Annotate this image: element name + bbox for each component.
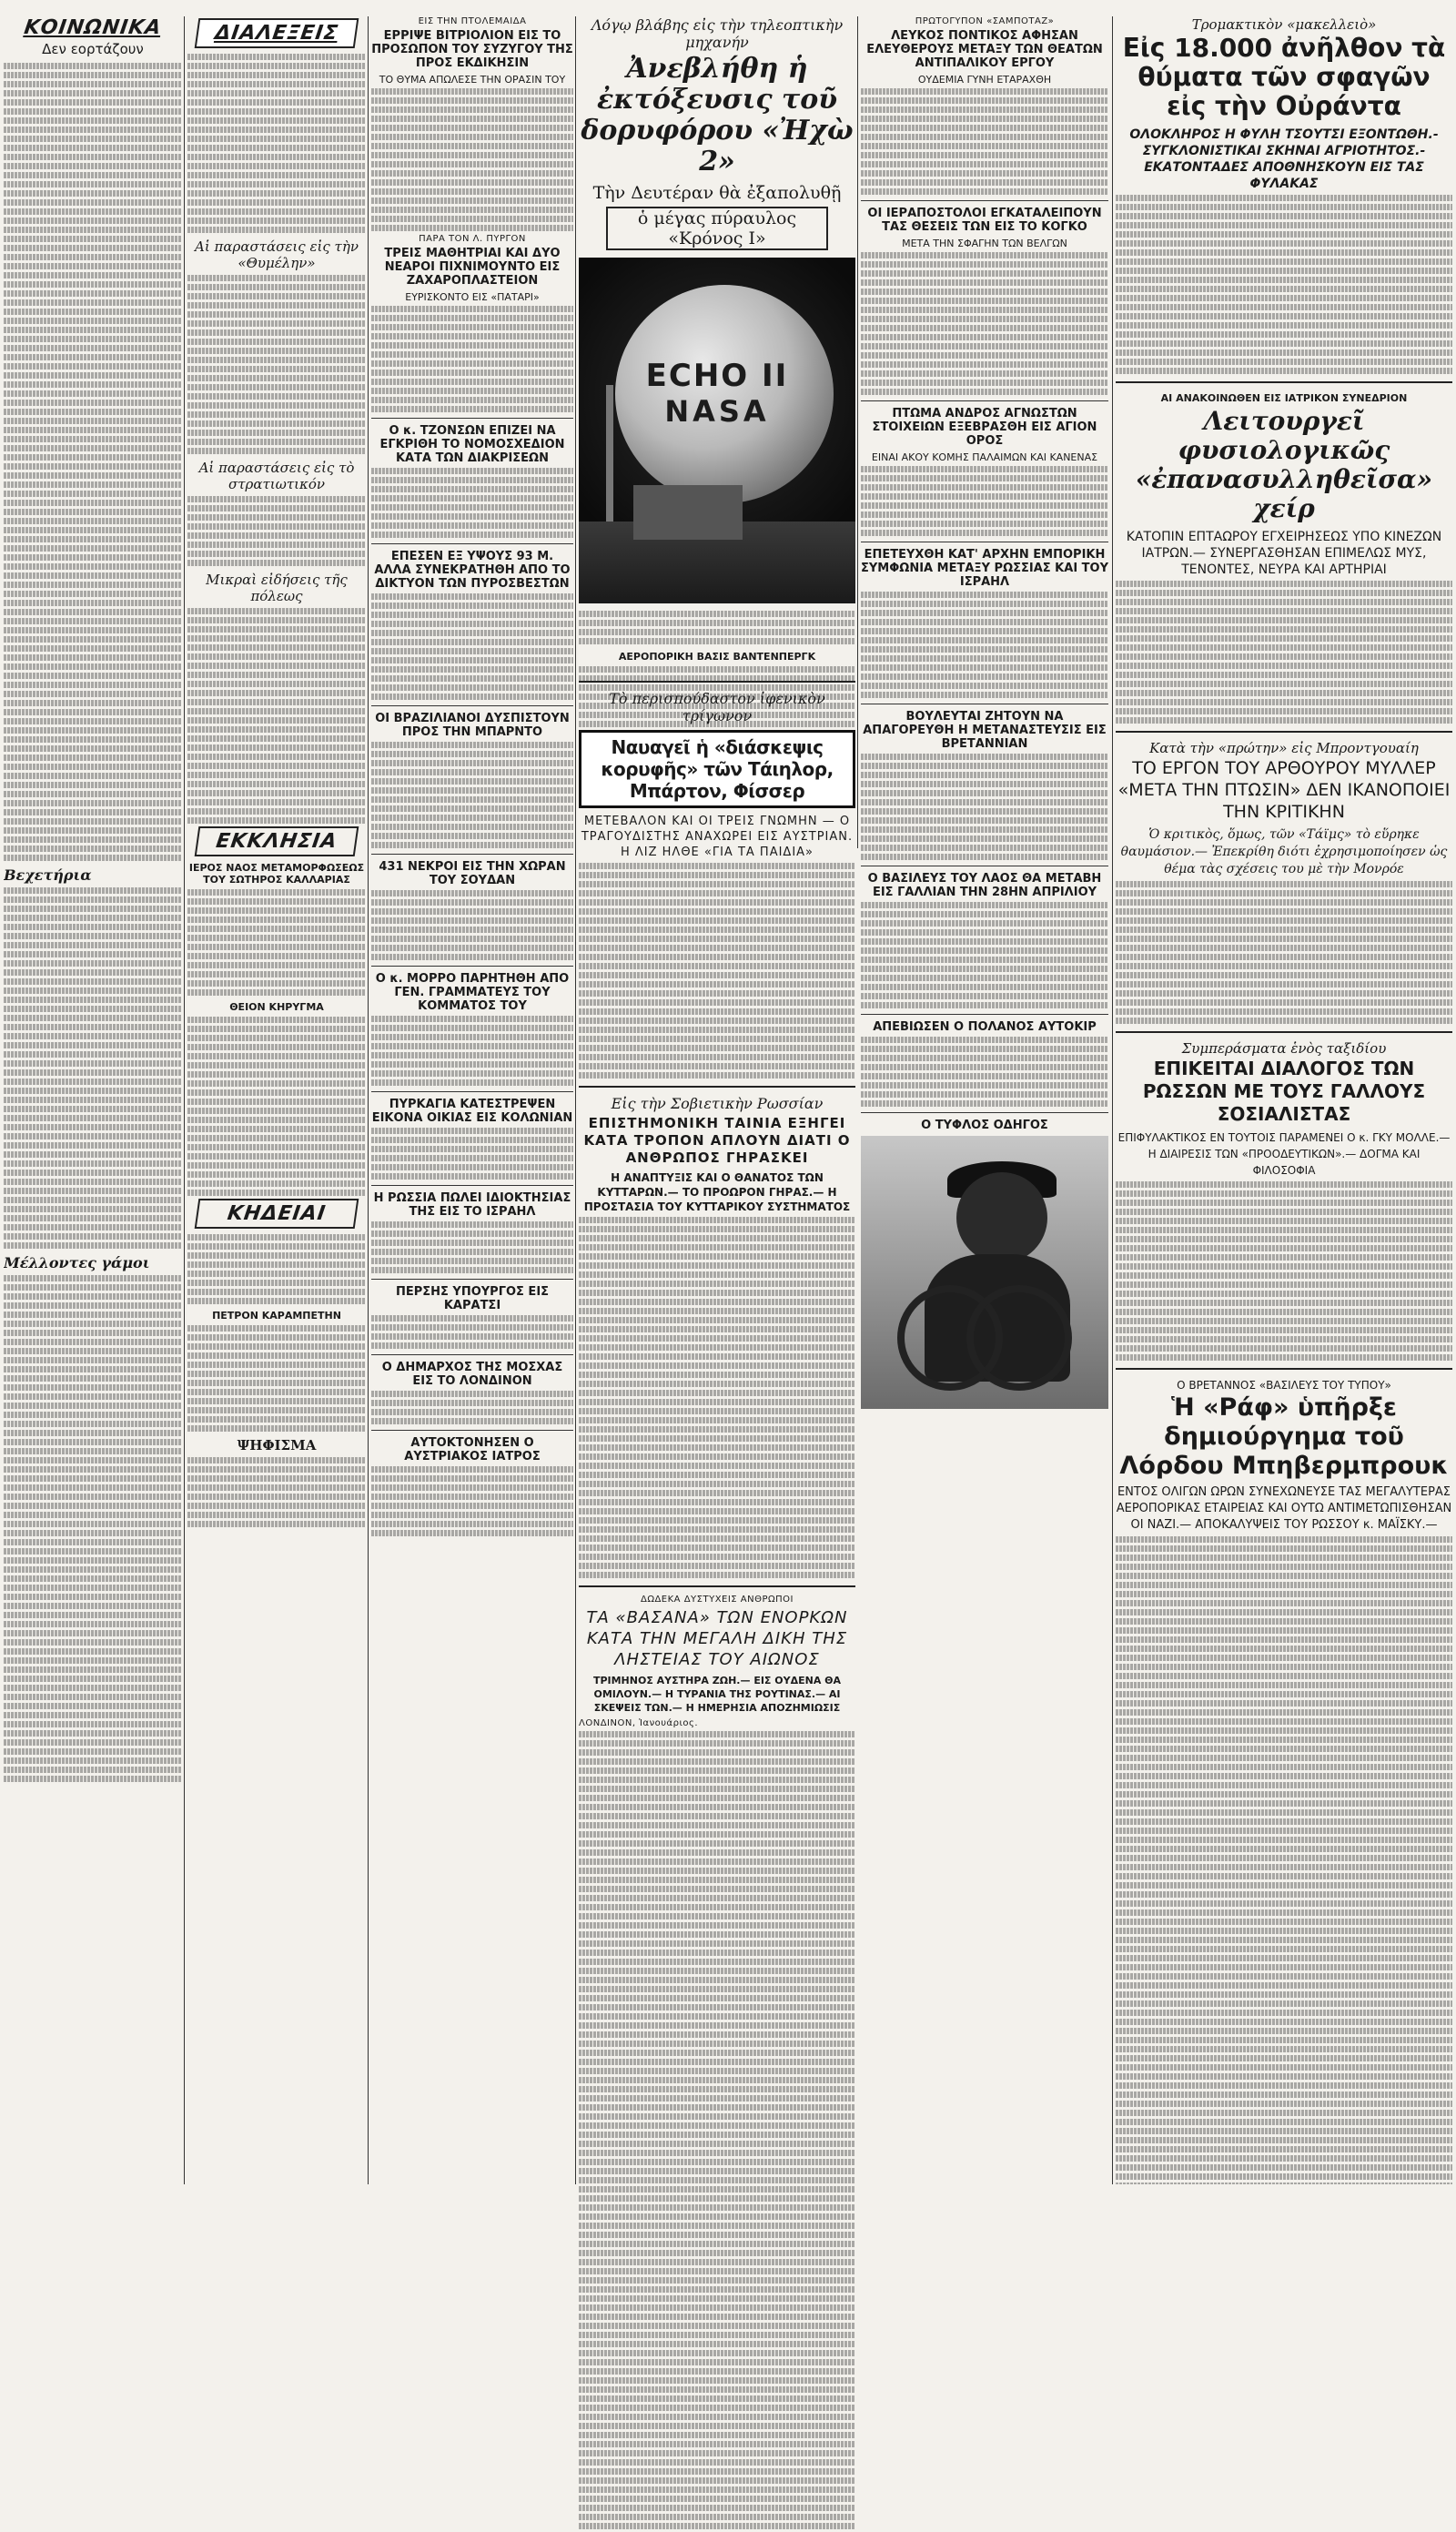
- divine-sermon-body: [187, 1017, 366, 1196]
- persian-minister-body: [371, 1315, 573, 1349]
- trade-headline: ΕΠΕΤΕΥΧΘΗ ΚΑΤ' ΑΡΧΗΝ ΕΜΠΟΡΙΚΗ ΣΥΜΦΩΝΙΑ ΜΕΤΑΞΥ ΡΩΣΣΙΑΣ ΚΑΙ ΤΟΥ ΙΣΡΑΗΛ: [861, 548, 1108, 589]
- medical-body: [1116, 581, 1452, 724]
- satellite-kicker: Λόγῳ βλάβης εἰς τὴν τηλεοπτικὴν μηχανήν: [591, 16, 844, 51]
- sudan-body: [371, 890, 573, 960]
- satellite-subhead-2: ὁ μέγας πύραυλος «Κρόνος Ι»: [606, 207, 828, 250]
- lectures-body: [187, 54, 366, 233]
- vitriol-kicker: ΕΙΣ ΤΗΝ ΠΤΟΛΕΜΑΪΔΑ: [418, 16, 527, 26]
- church-title: ΕΚΚΛΗΣΙΑ: [195, 826, 359, 856]
- trial-dateline: ΛΟΝΔΙΝΟΝ, Ἰανουάριος.: [579, 1718, 699, 1728]
- johnson-headline: Ο κ. ΤΖΟΝΣΩΝ ΕΠΙΖΕΙ ΝΑ ΕΓΚΡΙΘΗ ΤΟ ΝΟΜΟΣΧΕΔΙΟΝ ΚΑΤΑ ΤΩΝ ΔΙΑΚΡΙΣΕΩΝ: [379, 424, 565, 465]
- soviet-subhead: Η ΑΝΑΠΤΥΞΙΣ ΚΑΙ Ο ΘΑΝΑΤΟΣ ΤΩΝ ΚΥΤΤΑΡΩΝ.— ΤΟ ΠΡΟΩΡΟΝ ΓΗΡΑΣ.— Η ΠΡΟΣΤΑΣΙΑ ΤΟΥ ΚΥΤΤΑΡΙΚΟΥ ΣΥΣΤΗΜΑΤΟΣ: [583, 1171, 851, 1213]
- moscow-mayor-body: [371, 1391, 573, 1424]
- medical-kicker: ΑΙ ΑΝΑΚΟΙΝΩΘΕΝ ΕΙΣ ΙΑΤΡΙΚΟΝ ΣΥΝΕΔΡΙΟΝ: [1160, 392, 1408, 404]
- autokir-headline: ΑΠΕΒΙΩΣΕΝ Ο ΠΟΛΑΝΟΣ ΑΥΤΟΚΙΡ: [873, 1020, 1097, 1034]
- mice-headline: ΛΕΥΚΟΣ ΠΟΝΤΙΚΟΣ ΑΦΗΣΑΝ ΕΛΕΥΘΕΡΟΥΣ ΜΕΤΑΞΥ ΤΩΝ ΘΕΑΤΩΝ ΑΝΤΙΠΑΛΙΚΟΥ ΕΡΓΟΥ: [866, 29, 1103, 70]
- students-subhead: ΕΥΡΙΣΚΟΝΤΟ ΕΙΣ «ΠΑΤΑΡΙ»: [405, 291, 540, 303]
- lectures-column: [187, 16, 366, 2184]
- blind-driver-photo: [861, 1136, 1108, 1409]
- brazil-headline: ΟΙ ΒΡΑΖΙΛΙΑΝΟΙ ΔΥΣΠΙΣΤΟΥΝ ΠΡΟΣ ΤΗΝ ΜΠΑΡΝΤΟ: [375, 712, 570, 739]
- vitriol-subhead: ΤΟ ΘΥΜΑ ΑΠΩΛΕΣΕ ΤΗΝ ΟΡΑΣΙΝ ΤΟΥ: [379, 74, 566, 86]
- mice-body: [861, 88, 1108, 195]
- votes-title: ΨΗΦΙΣΜΑ: [237, 1437, 317, 1453]
- rwanda-headline: Εἰς 18.000 ἀνῆλθον τὰ θύματα τῶν σφαγῶν εἰς τὴν Οὐράντα: [1122, 33, 1446, 121]
- right-column: [1116, 16, 1452, 2184]
- social-title: ΚΟΙΝΩΝΙΚΑ: [22, 16, 164, 39]
- trip-body: [1116, 1181, 1452, 1361]
- vitriol-headline: ΕΡΡΙΨΕ ΒΙΤΡΙΟΛΙΟΝ ΕΙΣ ΤΟ ΠΡΟΣΩΠΟΝ ΤΟΥ ΣΥΖΥΓΟΥ ΤΗΣ ΠΡΟΣ ΕΚΔΙΚΗΣΙΝ: [371, 29, 573, 70]
- satellite-photo: [579, 258, 855, 603]
- missionaries-subhead: ΜΕΤΑ ΤΗΝ ΣΦΑΓΗΝ ΤΩΝ ΒΕΛΓΩΝ: [902, 238, 1067, 249]
- satellite-subhead: Τὴν Δευτέραν θὰ ἐξαπολυθῇ: [592, 183, 842, 203]
- medical-headline: Λειτουργεῖ φυσιολογικῶς «ἐπανασυλληθεῖσα» χείρ: [1135, 406, 1433, 523]
- fall-body: [371, 593, 573, 700]
- students-kicker: ΠΑΡΑ ΤΟΝ Λ. ΠΥΡΓΟΝ: [419, 234, 526, 244]
- funeral-name-body: [187, 1325, 366, 1432]
- medical-subhead: ΚΑΤΟΠΙΝ ΕΠΤΑΩΡΟΥ ΕΓΧΕΙΡΗΣΕΩΣ ΥΠΟ ΚΙΝΕΖΩΝ ΙΑΤΡΩΝ.— ΣΥΝΕΡΓΑΣΘΗΣΑΝ ΕΠΙΜΕΛΩΣ ΜΥΣ, ΤΕΝΟΝΤΕΣ, ΝΕΥΡΑ ΚΑΙ ΑΡΤΗΡΙΑΙ: [1126, 530, 1442, 577]
- social-column: [4, 16, 182, 2184]
- blind-driver-headline: Ο ΤΥΦΛΟΣ ΟΔΗΓΟΣ: [921, 1119, 1048, 1132]
- moro-body: [371, 1016, 573, 1086]
- rwanda-body: [1116, 195, 1452, 374]
- fire-body: [371, 1128, 573, 1180]
- sudan-headline: 431 ΝΕΚΡΟΙ ΕΙΣ ΤΗΝ ΧΩΡΑΝ ΤΟΥ ΣΟΥΔΑΝ: [379, 860, 566, 887]
- dozen-kicker: ΔΩΔΕΚΑ ΔΥΣΤΥΧΕΙΣ ΑΝΘΡΩΠΟΙ: [640, 1595, 794, 1605]
- russia-israel-body: [371, 1221, 573, 1273]
- social-body: [4, 63, 182, 861]
- performances-body: [187, 275, 366, 454]
- soviet-kicker: Εἰς τὴν Σοβιετικὴν Ρωσσίαν: [611, 1095, 824, 1112]
- rwanda-subhead: ΟΛΟΚΛΗΡΟΣ Η ΦΥΛΗ ΤΣΟΥΤΣΙ ΕΞΟΝΤΩΘΗ.- ΣΥΓΚΛΟΝΙΣΤΙΚΑΙ ΣΚΗΝΑΙ ΑΓΡΙΟΤΗΤΟΣ.- ΕΚΑΤΟΝΤΑΔΕΣ ΑΠΟΘΝΗΣΚΟΥΝ ΕΙΣ ΤΑΣ ΦΥΛΑΚΑΣ: [1129, 127, 1439, 191]
- photo-label-nasa: NASA: [664, 394, 770, 429]
- trial-subhead: ΤΡΙΜΗΝΟΣ ΑΥΣΤΗΡΑ ΖΩΗ.— ΕΙΣ ΟΥΔΕΝΑ ΘΑ ΟΜΙΛΟΥΝ.— Η ΤΥΡΑΝΙΑ ΤΗΣ ΡΟΥΤΙΝΑΣ.— ΑΙ ΣΚΕΨΕΙΣ ΤΩΝ.— Η ΗΜΕΡΗΣΙΑ ΑΠΟΖΗΜΙΩΣΙΣ: [592, 1675, 842, 1714]
- lectures-title: ΔΙΑΛΕΞΕΙΣ: [195, 18, 359, 48]
- trip-kicker: Συμπεράσματα ἑνὸς ταξιδίου: [1181, 1040, 1387, 1057]
- aero-base-headline: ΑΕΡΟΠΟΡΙΚΗ ΒΑΣΙΣ ΒΑΝΤΕΝΠΕΡΓΚ: [618, 651, 816, 663]
- marriage-body: [4, 1275, 182, 1782]
- doctor-headline: ΑΥΤΟΚΤΟΝΗΣΕΝ Ο ΑΥΣΤΡΙΑΚΟΣ ΙΑΤΡΟΣ: [404, 1436, 541, 1463]
- funeral-name: ΠΕΤΡΟΝ ΚΑΡΑΜΠΕΤΗΝ: [212, 1310, 341, 1322]
- military-title: Αἱ παραστάσεις εἰς τὸ στρατιωτικόν: [198, 460, 355, 492]
- bekh-section-title: Βεχετήρια: [4, 866, 92, 884]
- moro-headline: Ο κ. ΜΟΡΡΟ ΠΑΡΗΤΗΘΗ ΑΠΟ ΓΕΝ. ΓΡΑΜΜΑΤΕΥΣ ΤΟΥ ΚΟΜΜΑΤΟΣ ΤΟΥ: [375, 972, 570, 1013]
- students-body: [371, 306, 573, 412]
- press-subhead: ΕΝΤΟΣ ΟΛΙΓΩΝ ΩΡΩΝ ΣΥΝΕΧΩΝΕΥΣΕ ΤΑΣ ΜΕΓΑΛΥΤΕΡΑΣ ΑΕΡΟΠΟΡΙΚΑΣ ΕΤΑΙΡΕΙΑΣ ΚΑΙ ΟΥΤΩ ΑΝΤΙΜΕΤΩΠΙΣΘΗΣΑΝ ΟΙ ΝΑΖΙ.— ΑΠΟΚΑΛΥΨΕΙΣ ΤΟΥ ΡΩΣΣΟΥ κ. ΜΑΪΣΚΥ.—: [1116, 1485, 1452, 1532]
- satellite-headline: Ἀνεβλήθη ἡ ἐκτόξευσις τοῦ δορυφόρου «Ἠχὼ 2»: [581, 53, 854, 177]
- soviet-headline: ΕΠΙΣΤΗΜΟΝΙΚΗ ΤΑΙΝΙΑ ΕΞΗΓΕΙ ΚΑΤΑ ΤΡΟΠΟΝ ΑΠΛΟΥΝ ΔΙΑΤΙ Ο ΑΝΘΡΩΠΟΣ ΓΗΡΑΣΚΕΙ: [583, 1115, 851, 1166]
- johnson-body: [371, 468, 573, 538]
- miller-headline: ΤΟ ΕΡΓΟΝ ΤΟΥ ΑΡΘΟΥΡΟΥ ΜΥΛΛΕΡ «ΜΕΤΑ ΤΗΝ ΠΤΩΣΙΝ» ΔΕΝ ΙΚΑΝΟΠΟΙΕΙ ΤΗΝ ΚΡΙΤΙΚΗΝ: [1117, 758, 1451, 822]
- military-body: [187, 496, 366, 566]
- miller-subhead: Ὁ κριτικὸς, ὅμως, τῶν «Τάϊμς» τὸ εὕρηκε θαυμάσιον.— Ἐπεκρίθη διότι ἐχρησιμοποίησεν ὡς θέμα τὰς σχέσεις του μὲ τὴν Μονρόε: [1120, 827, 1448, 876]
- moscow-mayor-headline: Ο ΔΗΜΑΡΧΟΣ ΤΗΣ ΜΟΣΧΑΣ ΕΙΣ ΤΟ ΛΟΝΔΙΝΟΝ: [381, 1361, 563, 1388]
- votes-body: [187, 1457, 366, 1527]
- doctor-body: [371, 1466, 573, 1536]
- center-lower: [579, 674, 855, 2532]
- russia-israel-headline: Η ΡΩΣΣΙΑ ΠΩΛΕΙ ΙΔΙΟΚΤΗΣΙΑΣ ΤΗΣ ΕΙΣ ΤΟ ΙΣΡΑΗΛ: [373, 1191, 571, 1219]
- autokir-body: [861, 1037, 1108, 1107]
- trade-body: [861, 592, 1108, 698]
- immigration-headline: ΒΟΥΛΕΥΤΑΙ ΖΗΤΟΥΝ ΝΑ ΑΠΑΓΟΡΕΥΘΗ Η ΜΕΤΑΝΑΣΤΕΥΣΙΣ ΕΙΣ ΒΡΕΤΑΝΝΙΑΝ: [863, 710, 1107, 751]
- trip-subhead: ΕΠΙΦΥΛΑΚΤΙΚΟΣ ΕΝ ΤΟΥΤΟΙΣ ΠΑΡΑΜΕΝΕΙ Ο κ. ΓΚΥ ΜΟΛΛΕ.— Η ΔΙΑΙΡΕΣΙΣ ΤΩΝ «ΠΡΟΟΔΕΥΤΙΚΩΝ».— ΔΟΓΜΑ ΚΑΙ ΦΙΛΟΣΟΦΙΑ: [1117, 1131, 1451, 1177]
- fashion-headline: Ναυαγεῖ ἡ «διάσκεψις κορυφῆς» τῶν Τάιηλορ, Μπάρτον, Φίσσερ: [579, 730, 855, 808]
- news-column-3: [371, 16, 573, 2184]
- fashion-body: [579, 863, 855, 1079]
- funerals-body: [187, 1234, 366, 1304]
- trial-body: [579, 1731, 855, 2529]
- miller-body: [1116, 881, 1452, 1024]
- fire-headline: ΠΥΡΚΑΓΙΑ ΚΑΤΕΣΤΡΕΨΕΝ ΕΙΚΟΝΑ ΟΙΚΙΑΣ ΕΙΣ ΚΟΛΩΝΙΑΝ: [371, 1098, 573, 1125]
- column-rule: [1112, 16, 1113, 2184]
- photo-label-echo: ECHO II: [645, 358, 789, 394]
- students-headline: ΤΡΕΙΣ ΜΑΘΗΤΡΙΑΙ ΚΑΙ ΔΥΟ ΝΕΑΡΟΙ ΠΙΧΝΙΜΟΥΝΤΟ ΕΙΣ ΖΑΧΑΡΟΠΛΑΣΤΕΙΟΝ: [384, 247, 561, 288]
- news-column-4: [861, 16, 1108, 2184]
- press-kicker: Ο ΒΡΕΤΑΝΝΟΣ «ΒΑΣΙΛΕΥΣ ΤΟΥ ΤΥΠΟΥ»: [1177, 1379, 1391, 1392]
- missionaries-body: [861, 252, 1108, 395]
- fall-headline: ΕΠΕΣΕΝ ΕΞ ΥΨΟΥΣ 93 Μ. ΑΛΛΑ ΣΥΝΕΚΡΑΤΗΘΗ ΑΠΟ ΤΟ ΔΙΚΤΥΟΝ ΤΩΝ ΠΥΡΟΣΒΕΣΤΩΝ: [374, 550, 571, 591]
- church-body: [187, 889, 366, 996]
- laos-king-headline: Ο ΒΑΣΙΛΕΥΣ ΤΟΥ ΛΑΟΣ ΘΑ ΜΕΤΑΒΗ ΕΙΣ ΓΑΛΛΙΑΝ ΤΗΝ 28ΗΝ ΑΠΡΙΛΙΟΥ: [867, 872, 1102, 899]
- corpse-subhead: ΕΙΝΑΙ ΑΚΟΥ ΚΟΜΗΣ ΠΑΛΑΙΜΩΝ ΚΑΙ ΚΑΝΕΝΑΣ: [871, 451, 1098, 463]
- bekh-body: [4, 887, 182, 1249]
- trial-headline: ΤΑ «ΒΑΣΑΝΑ» ΤΩΝ ΕΝΟΡΚΩΝ ΚΑΤΑ ΤΗΝ ΜΕΓΑΛΗ ΔΙΚΗ ΤΗΣ ΛΗΣΤΕΙΑΣ ΤΟΥ ΑΙΩΝΟΣ: [586, 1608, 848, 1669]
- missionaries-headline: ΟΙ ΙΕΡΑΠΟΣΤΟΛΟΙ ΕΓΚΑΤΑΛΕΙΠΟΥΝ ΤΑΣ ΘΕΣΕΙΣ ΤΩΝ ΕΙΣ ΤΟ ΚΟΓΚΟ: [867, 207, 1102, 234]
- fashion-subhead: ΜΕΤΕΒΑΛΟΝ ΚΑΙ ΟΙ ΤΡΕΙΣ ΓΝΩΜΗΝ — Ο ΤΡΑΓΟΥΔΙΣΤΗΣ ΑΝΑΧΩΡΕΙ ΕΙΣ ΑΥΣΤΡΙΑΝ. Η ΛΙΖ ΗΛΘΕ «ΓΙΑ ΤΑ ΠΑΙΔΙΑ»: [581, 815, 854, 859]
- trip-headline: ΕΠΙΚΕΙΤΑΙ ΔΙΑΛΟΓΟΣ ΤΩΝ ΡΩΣΣΩΝ ΜΕ ΤΟΥΣ ΓΑΛΛΟΥΣ ΣΟΣΙΑΛΙΣΤΑΣ: [1142, 1058, 1426, 1125]
- mice-kicker: ΠΡΩΤΟΓΥΠΟΝ «ΣΑΜΠΟΤΑΖ»: [915, 16, 1055, 26]
- brazil-body: [371, 742, 573, 848]
- vitriol-body: [371, 88, 573, 231]
- corpse-headline: ΠΤΩΜΑ ΑΝΔΡΟΣ ΑΓΝΩΣΤΩΝ ΣΤΟΙΧΕΙΩΝ ΕΞΕΒΡΑΣΘΗ ΕΙΣ ΑΓΙΟΝ ΟΡΟΣ: [872, 407, 1097, 448]
- small-news-title: Μικραὶ εἰδήσεις τῆς πόλεως: [206, 572, 348, 604]
- immigration-body: [861, 754, 1108, 860]
- rwanda-kicker: Τρομακτικὸν «μακελλειὸ»: [1191, 16, 1377, 33]
- press-body: [1116, 1536, 1452, 2184]
- funerals-title: ΚΗΔΕΙΑΙ: [195, 1199, 359, 1229]
- column-rule: [857, 16, 858, 848]
- satellite-caption: [579, 611, 855, 644]
- column-rule: [184, 16, 185, 2184]
- fashion-kicker: Τὸ περισπούδαστον ἰφενικὸν τρίγωνον: [609, 690, 825, 724]
- column-rule: [368, 16, 369, 2184]
- church-subtitle: ΙΕΡΟΣ ΝΑΟΣ ΜΕΤΑΜΟΡΦΩΣΕΩΣ ΤΟΥ ΣΩΤΗΡΟΣ ΚΑΛΛΑΡΙΑΣ: [188, 862, 365, 886]
- small-news-body: [187, 608, 366, 824]
- corpse-body: [861, 466, 1108, 536]
- column-rule: [575, 16, 576, 2184]
- persian-minister-headline: ΠΕΡΣΗΣ ΥΠΟΥΡΓΟΣ ΕΙΣ ΚΑΡΑΤΣΙ: [395, 1285, 550, 1312]
- mice-subhead: ΟΥΔΕΜΙΑ ΓΥΝΗ ΕΤΑΡΑΧΘΗ: [917, 74, 1052, 86]
- laos-king-body: [861, 902, 1108, 1008]
- soviet-body: [579, 1217, 855, 1578]
- social-subtitle: Δεν εορτάζουν: [42, 41, 144, 57]
- performances-title: Αἱ παραστάσεις εἰς τὴν «Θυμέλην»: [195, 238, 359, 271]
- marriage-section-title: Μέλλοντες γάμοι: [4, 1254, 150, 1271]
- divine-sermon-title: ΘΕΙΟΝ ΚΗΡΥΓΜΑ: [229, 1001, 324, 1013]
- press-headline: Ἡ «Ράφ» ὑπῆρξε δημιούργημα τοῦ Λόρδου Μπηβερμπρουκ: [1119, 1393, 1449, 1480]
- miller-kicker: Κατὰ τὴν «πρώτην» εἰς Μπροντγουαίη: [1149, 740, 1419, 756]
